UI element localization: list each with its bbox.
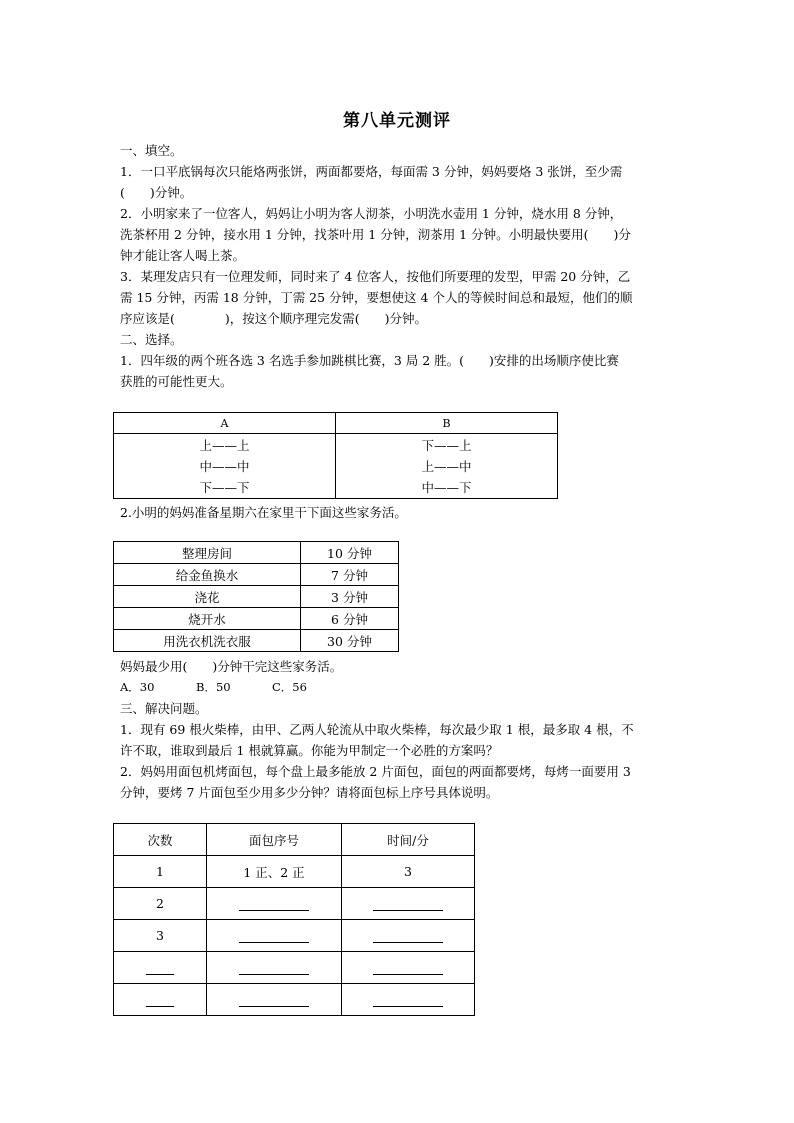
row-count-blank[interactable] bbox=[114, 984, 207, 1016]
section-heading-fill-in: 一、填空。 bbox=[120, 143, 183, 158]
order-b-row: 中——下 bbox=[421, 479, 472, 495]
row-time-blank[interactable] bbox=[342, 888, 475, 920]
table-row bbox=[114, 608, 399, 630]
chore-time: 3 分钟 bbox=[301, 586, 399, 608]
col-header-count: 次数 bbox=[114, 824, 207, 856]
row-time: 3 bbox=[342, 856, 475, 888]
order-header-b: B bbox=[336, 413, 558, 434]
row-bread-blank[interactable] bbox=[207, 888, 342, 920]
order-a-row: 中——中 bbox=[199, 458, 250, 474]
table-row bbox=[114, 564, 399, 586]
page-title: 第八单元测评 bbox=[343, 111, 451, 131]
question-3-2-line-1: 2．妈妈用面包机烤面包，每个盘上最多能放 2 片面包，面包的两面都要烤，每烤一面要用 3 bbox=[120, 764, 631, 779]
chores-table bbox=[113, 541, 399, 652]
table-row bbox=[114, 856, 475, 888]
row-time-blank[interactable] bbox=[342, 984, 475, 1016]
chore-time: 10 分钟 bbox=[301, 542, 399, 564]
row-bread: 1 正、2 正 bbox=[207, 856, 342, 888]
row-bread-blank[interactable] bbox=[207, 952, 342, 984]
question-2-2-intro: 2.小明的妈妈准备星期六在家里干下面这些家务活。 bbox=[120, 505, 407, 520]
section-heading-choice: 二、选择。 bbox=[120, 332, 183, 347]
answer-blank bbox=[239, 962, 309, 975]
question-2-1-line-2: 获胜的可能性更大。 bbox=[120, 374, 233, 389]
option-a: A．30 bbox=[120, 680, 155, 694]
question-1-2-line-1: 2．小明家来了一位客人，妈妈让小明为客人沏茶，小明洗水壶用 1 分钟，烧水用 8 分钟， bbox=[120, 206, 623, 221]
table-row bbox=[114, 586, 399, 608]
chore-task: 烧开水 bbox=[114, 608, 301, 630]
answer-options bbox=[120, 677, 680, 698]
answer-blank bbox=[239, 930, 309, 943]
order-a-row: 下——下 bbox=[199, 479, 250, 495]
question-2-2-question: 妈妈最少用( )分钟干完这些家务活。 bbox=[120, 659, 343, 674]
question-1-1-line-1: 1．一口平底锅每次只能烙两张饼，两面都要烙，每面需 3 分钟，妈妈要烙 3 张饼，至少需 bbox=[120, 164, 623, 179]
answer-blank bbox=[239, 994, 309, 1007]
table-row bbox=[114, 920, 475, 952]
col-header-time: 时间/分 bbox=[342, 824, 475, 856]
section-heading-solve: 三、解决问题。 bbox=[120, 701, 208, 716]
table-row bbox=[114, 952, 475, 984]
row-time-blank[interactable] bbox=[342, 920, 475, 952]
answer-blank bbox=[146, 994, 174, 1007]
answer-blank bbox=[146, 962, 174, 975]
row-bread-blank[interactable] bbox=[207, 920, 342, 952]
chore-time: 7 分钟 bbox=[301, 564, 399, 586]
table-row bbox=[114, 630, 399, 652]
chore-time: 6 分钟 bbox=[301, 608, 399, 630]
answer-blank bbox=[373, 994, 443, 1007]
order-header-a: A bbox=[114, 413, 336, 434]
question-3-2-line-2: 分钟，要烤 7 片面包至少用多少分钟？请将面包标上序号具体说明。 bbox=[120, 785, 499, 800]
order-col-a bbox=[114, 434, 336, 499]
question-2-1-line-1: 1．四年级的两个班各选 3 名选手参加跳棋比赛，3 局 2 胜。( )安排的出场顺序使比赛 bbox=[120, 353, 619, 368]
order-b-row: 上——中 bbox=[421, 458, 472, 474]
chore-task: 整理房间 bbox=[114, 542, 301, 564]
question-3-1-line-2: 许不取，谁取到最后 1 根就算赢。你能为甲制定一个必胜的方案吗？ bbox=[120, 743, 499, 758]
table-header-row bbox=[114, 824, 475, 856]
row-time-blank[interactable] bbox=[342, 952, 475, 984]
answer-blank bbox=[239, 898, 309, 911]
question-1-3-line-2: 需 15 分钟，丙需 18 分钟，丁需 25 分钟，要想使这 4 个人的等候时间总和最短，他们的顺 bbox=[120, 290, 633, 305]
order-table bbox=[113, 412, 558, 499]
question-1-2-line-3: 钟才能让客人喝上茶。 bbox=[120, 248, 246, 263]
question-1-2-line-2: 洗茶杯用 2 分钟，接水用 1 分钟，找茶叶用 1 分钟，沏茶用 1 分钟。小明最快要用( )分 bbox=[120, 227, 631, 242]
answer-blank bbox=[373, 898, 443, 911]
row-bread-blank[interactable] bbox=[207, 984, 342, 1016]
bread-table bbox=[113, 823, 475, 1016]
row-count: 2 bbox=[114, 888, 207, 920]
chore-task: 给金鱼换水 bbox=[114, 564, 301, 586]
question-1-3-line-3: 序应该是( )，按这个顺序理完发需( )分钟。 bbox=[120, 311, 428, 326]
answer-blank bbox=[373, 930, 443, 943]
order-a-row: 上——上 bbox=[199, 437, 250, 453]
chore-task: 用洗衣机洗衣服 bbox=[114, 630, 301, 652]
col-header-bread: 面包序号 bbox=[207, 824, 342, 856]
option-b: B．50 bbox=[196, 680, 231, 694]
order-col-b bbox=[336, 434, 558, 499]
row-count: 1 bbox=[114, 856, 207, 888]
table-row bbox=[114, 542, 399, 564]
question-1-1-line-2: ( )分钟。 bbox=[120, 185, 193, 200]
chore-task: 浇花 bbox=[114, 586, 301, 608]
question-3-1-line-1: 1．现有 69 根火柴棒，由甲、乙两人轮流从中取火柴棒，每次最少取 1 根，最多取 4 根，不 bbox=[120, 722, 634, 737]
chore-time: 30 分钟 bbox=[301, 630, 399, 652]
answer-blank bbox=[373, 962, 443, 975]
question-1-3-line-1: 3．某理发店只有一位理发师，同时来了 4 位客人，按他们所要理的发型，甲需 20 分钟，乙 bbox=[120, 269, 631, 284]
order-b-row: 下——上 bbox=[421, 437, 472, 453]
row-count-blank[interactable] bbox=[114, 952, 207, 984]
table-row bbox=[114, 984, 475, 1016]
table-row bbox=[114, 888, 475, 920]
row-count: 3 bbox=[114, 920, 207, 952]
option-c: C．56 bbox=[272, 680, 307, 694]
